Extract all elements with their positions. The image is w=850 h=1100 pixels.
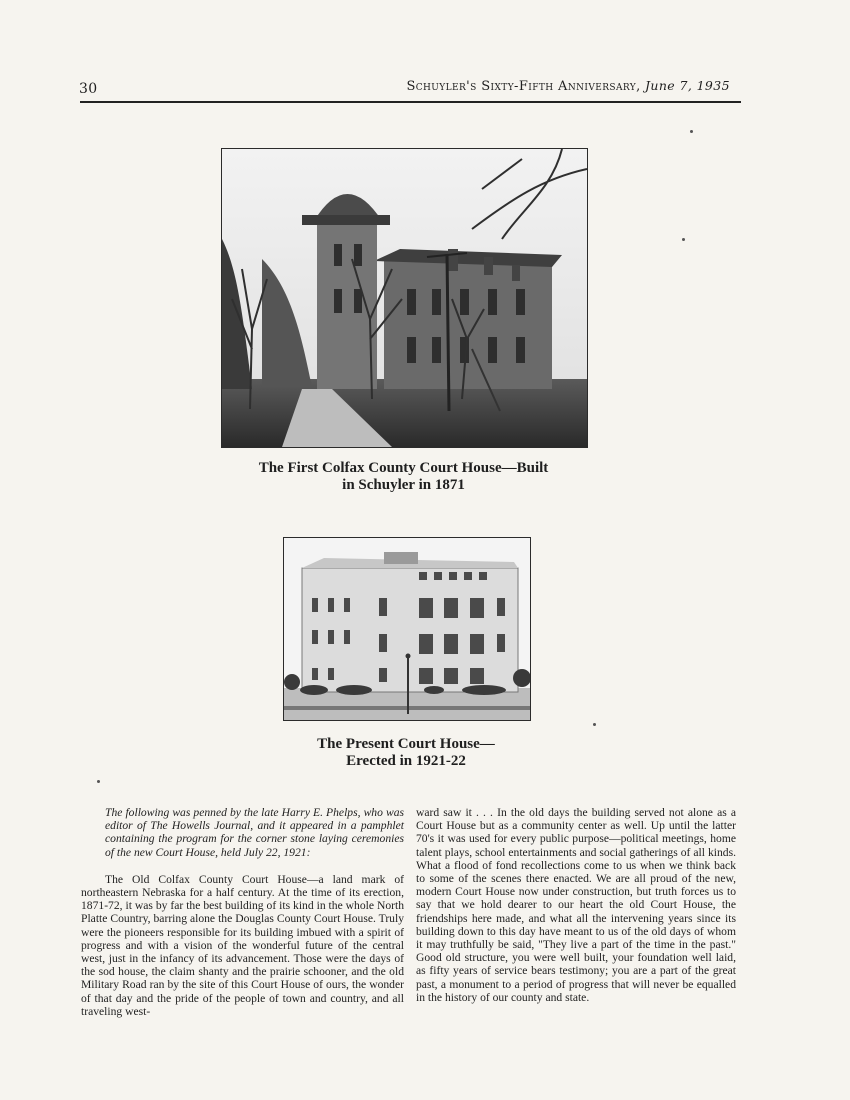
caption-line: in Schuyler in 1871: [342, 477, 465, 493]
running-head: [406, 78, 730, 94]
page-number: 30: [79, 81, 98, 97]
issue-date: June 7, 1935: [645, 78, 730, 93]
print-speck: [593, 723, 596, 726]
article-column-right: [416, 806, 736, 1004]
caption-line: The First Colfax County Court House—Built: [258, 460, 549, 476]
caption-line: The Present Court House—: [317, 736, 495, 752]
old-court-house-photo: [221, 148, 588, 448]
article-paragraph: The Old Colfax County Court House—a land mark of northeastern Nebraska for a half century. At the time of its erection, 1871-72, it was by far the best building of its kind in the whole North Platte Country, barring alone the Douglas County Court House. Truly were the pioneers responsible for its building imbued with a spirit of progress and with a vision of the wonderful future of the central west, just in the infancy of its advancement. Those were the days of the sod house, the claim shanty and the prairie schooner, and the old Military Road ran by the site of this Court House of ours, the wonder of that day and the pride of the people of town and country, and all traveling west-: [81, 872, 404, 1018]
old-court-house-illustration: [222, 149, 587, 447]
caption-line: Erected in 1921-22: [346, 753, 466, 769]
present-court-house-caption: [283, 736, 529, 770]
article-intro: The following was penned by the late Harry E. Phelps, who was editor of The Howells Journal, and it appeared in a pamphlet containing the program for the corner stone laying ceremonies of the new Court House, held July 22, 1921:: [105, 806, 404, 859]
print-speck: [682, 238, 685, 241]
old-court-house-caption: [221, 460, 586, 494]
header-rule: [80, 101, 741, 103]
article-paragraph-continued: ward saw it . . . In the old days the building served not alone as a Court House but as a community center as well. Up until the latter 70's it was used for every public purpose—political meetings, home talent plays, school entertainments and social gatherings of all kinds. What a flood of fond recollections come to us when we think back to some of the scenes there enacted. We are all proud of the new, modern Court House now under construction, but truth forces us to say that we hold dearer to our heart the old Court House, the friendships here made, and what all the intervening years since its building down to this day have meant to us of the old days of whom it may truthfully be said, "They live a part of the time in the past." Good old structure, you were well built, your foundation well laid, as fifty years of service bears testimony; you are a part of the great past, a monument to a period of progress that will never be equalled in the history of our county and state.: [416, 806, 736, 1004]
present-court-house-photo: [283, 537, 531, 721]
print-speck: [690, 130, 693, 133]
publication-title: Schuyler's Sixty-Fifth Anniversary,: [406, 79, 641, 94]
article-column-left: [81, 806, 404, 1018]
print-speck: [97, 780, 100, 783]
present-court-house-illustration: [284, 538, 530, 720]
